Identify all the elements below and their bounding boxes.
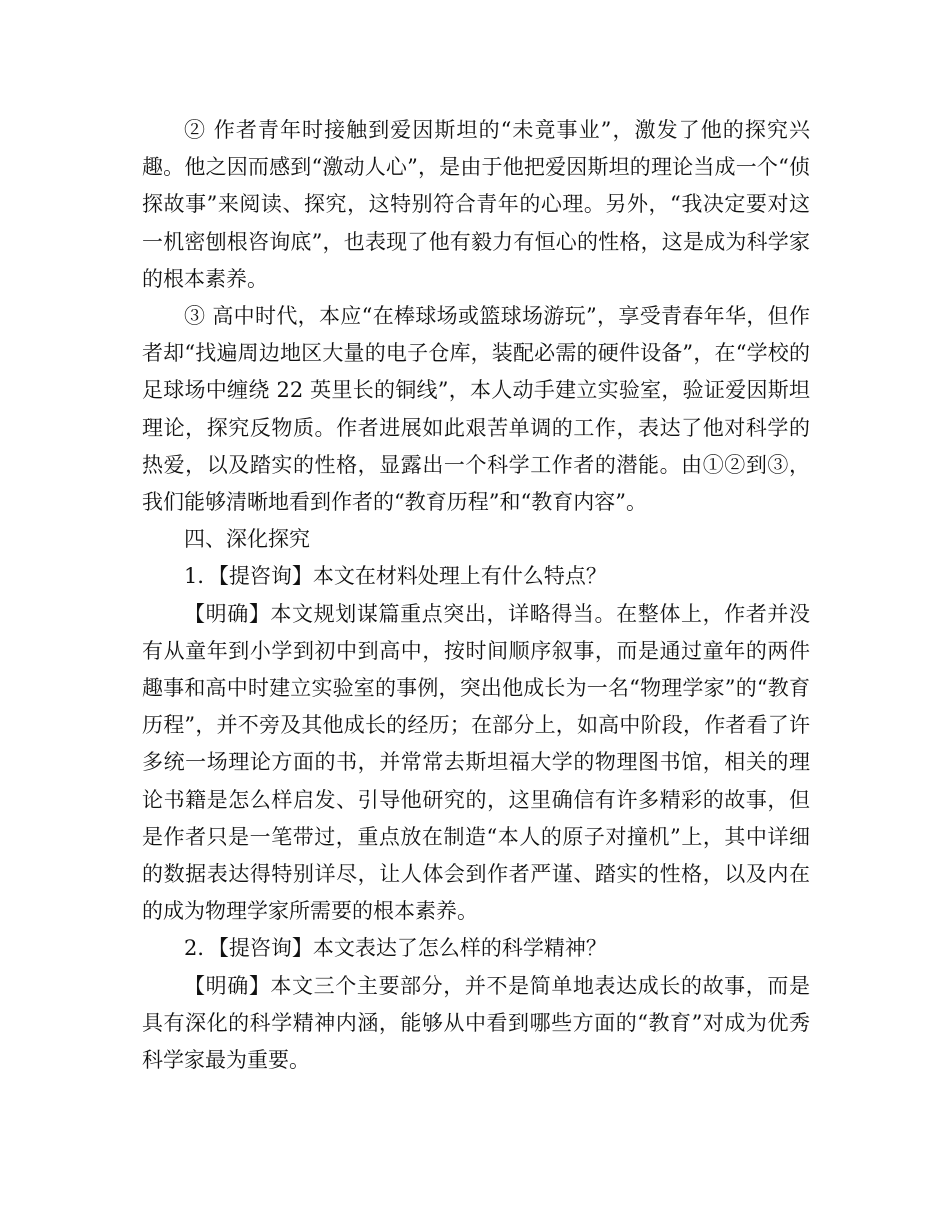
question-1: 1．【提咨询】本文在材料处理上有什么特点？ — [184, 564, 607, 589]
answer-1: 【明确】本文规划谋篇重点突出，详略得当。在整体上，作者并没有从童年到小学到初中到高中，按时间顺序叙事，而是通过童年的两件趣事和高中时建立实验室的事例，突出他成长为一名“物理学家”的“教育历程”，并不旁及其他成长的经历；在部分上，如高中阶段，作者看了许多统一场理论方面的书，并常常去斯坦福大学的物理图书馆，相关的理论书籍是怎么样启发、引导他研究的，这里确信有许多精彩的故事，但是作者只是一笔带过，重点放在制造“本人的原子对撞机”上，其中详细的数据表达得特别详尽，让人体会到作者严谨、踏实的性格，以及内在的成为物理学家所需要的根本素养。 — [142, 601, 810, 924]
paragraph-2: ② 作者青年时接触到爱因斯坦的“未竟事业”，激发了他的探究兴趣。他之因而感到“激动人心”，是由于他把爱因斯坦的理论当成一个“侦探故事”来阅读、探究，这特别符合青年的心理。另外，“我决定要对这一机密刨根咨询底”，也表现了他有毅力有恒心的性格，这是成为科学家的根本素养。 — [142, 118, 810, 291]
document-page — [142, 112, 810, 1079]
paragraph-3: ③ 高中时代，本应“在棒球场或篮球场游玩”，享受青春年华，但作者却“找遍周边地区大量的电子仓库，装配必需的硬件设备”，在“学校的足球场中缠绕 22 英里长的铜线”，本人动手建立实验室，验证爱因斯坦理论，探究反物质。作者进展如此艰苦单调的工作，表达了他对科学的热爱，以及踏实的性格，显露出一个科学工作者的潜能。由①②到③，我们能够清晰地看到作者的“教育历程”和“教育内容”。 — [142, 304, 810, 515]
answer-2: 【明确】本文三个主要部分，并不是简单地表达成长的故事，而是具有深化的科学精神内涵，能够从中看到哪些方面的“教育”对成为优秀科学家最为重要。 — [142, 973, 810, 1073]
section-heading: 四、深化探究 — [184, 527, 310, 552]
question-2: 2．【提咨询】本文表达了怎么样的科学精神？ — [184, 936, 607, 961]
